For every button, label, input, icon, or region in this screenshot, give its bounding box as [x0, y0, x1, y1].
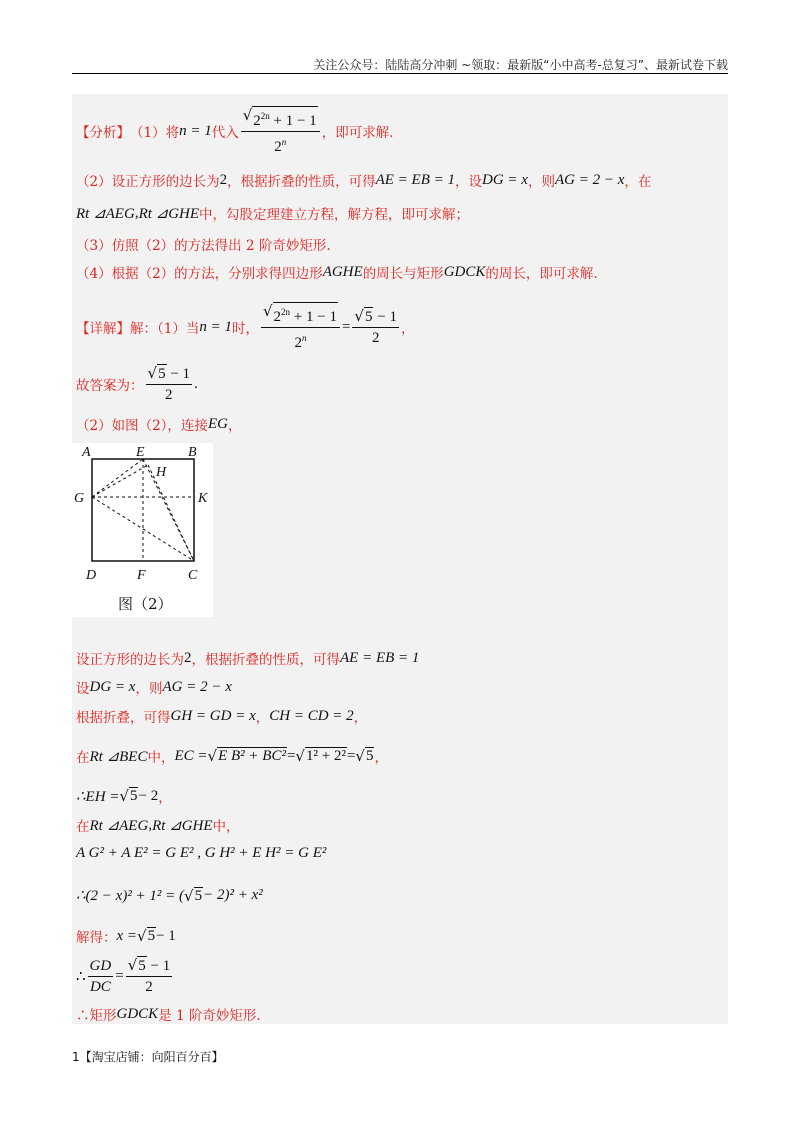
solution-line-3: 根据折叠，可得 GH = GD = x ， CH = CD = 2 ， [76, 707, 368, 726]
label-G: G [74, 491, 85, 506]
label-F: F [137, 568, 146, 583]
solution-line-9: 解得： x = √ 5 − 1 [76, 927, 176, 946]
solution-line-4: 在 Rt ⊿BEC 中， EC = √ E B² + BC² = √ 1² + 2² = √ 5 ， [76, 747, 388, 766]
square-folding-diagram [72, 443, 213, 617]
geometry-figure [72, 443, 213, 617]
label-B: B [188, 445, 197, 460]
label-H: H [156, 465, 167, 480]
solution-conclusion: ∴矩形 GDCK 是 1 阶奇妙矩形. [76, 1005, 261, 1024]
page-header: 关注公众号：陆陆高分冲刺 ~领取：最新版“小中高考-总复习”、最新试卷下载 [313, 58, 728, 72]
solution-line-5: ∴EH = √ 5 − 2 ， [76, 787, 172, 806]
analysis-line-1: 【分析】 （1）将 n = 1 代入 √ $2^{2n} + 1 - 1$ 2$^n$ ，即可求解. [76, 106, 394, 155]
detail-line-1: 【详解】 解：（1）当 n = 1 时， √ $2^{2n} + 1 - 1$ 2$^n$ = √ 5 − 1 2 ， [76, 302, 415, 351]
detail-line-2: （2）如图（2），连接 EG ， [76, 415, 242, 434]
solution-line-1: 设正方形的边长为 2 ，根据折叠的性质，可得 AE = EB = 1 [76, 649, 420, 668]
label-D: D [86, 568, 97, 583]
page-footer: 1【淘宝店铺：向阳百分百】 [72, 1050, 224, 1064]
math-n-eq-1: n = 1 [179, 122, 212, 139]
solution-line-10: ∴ $\frac{GD}{DC}$ = √ 5 − 1 2 [76, 956, 171, 995]
label-K: K [198, 491, 208, 506]
solution-line-7: A G² + A E² = G E² , G H² + E H² = G E² [76, 845, 327, 861]
label-A: A [82, 445, 91, 460]
analysis-line-3: Rt ⊿AEG , Rt ⊿GHE 中，勾股定理建立方程，解方程，即可求解； [76, 204, 470, 223]
solution-line-8: ∴(2 − x)² + 1² = ( √ 5 − 2)² + x² [76, 886, 263, 905]
label-C: C [188, 568, 198, 583]
label-E: E [136, 445, 145, 460]
answer-line: 故答案为： √ 5 − 1 2 . [76, 364, 198, 403]
header-divider [72, 73, 728, 74]
analysis-tag: 【分析】 [76, 125, 130, 141]
solution-line-2: 设 DG = x ，则 AG = 2 − x [76, 678, 232, 697]
analysis-line-2: （2）设正方形的边长为 2 ，根据折叠的性质，可得 AE = EB = 1 ，设 DG = x ，则 AG = 2 − x ，在 [76, 171, 652, 190]
analysis-line-5: （4）根据（2）的方法，分别求得四边形 AGHE 的周长与矩形 GDCK 的周长，即可求解. [76, 263, 598, 282]
expr-fraction: √ $2^{2n} + 1 - 1$ 2$^n$ [241, 106, 320, 156]
detail-tag: 【详解】 [76, 321, 130, 337]
solution-line-6: 在 Rt ⊿AEG , Rt ⊿GHE 中， [76, 816, 240, 835]
analysis-line-4: （3）仿照（2）的方法得出 2 阶奇妙矩形. [76, 238, 331, 254]
figure-caption: 图（2） [118, 595, 173, 613]
